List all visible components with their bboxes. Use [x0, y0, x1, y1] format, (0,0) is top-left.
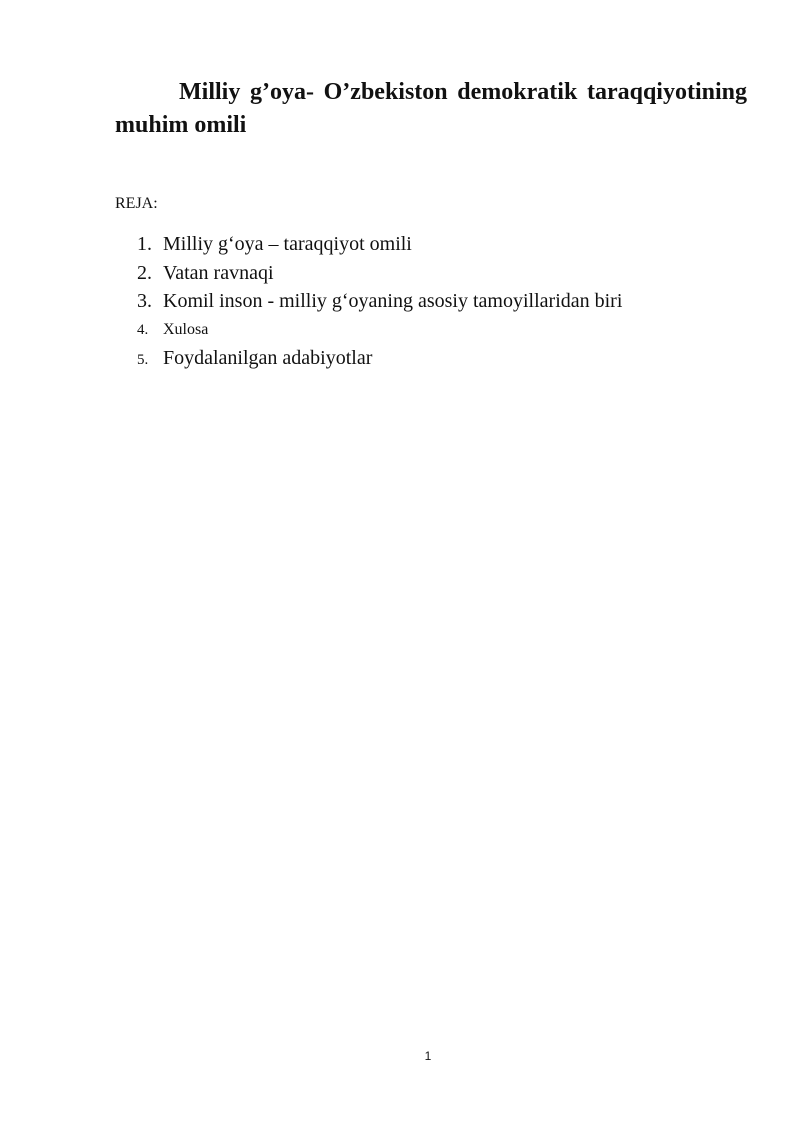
plan-item-text: Foydalanilgan adabiyotlar — [163, 346, 373, 369]
plan-item-4 — [137, 316, 622, 344]
plan-label: REJA: — [115, 195, 158, 212]
document-title: Milliy g’oya- O’zbekiston demokratik taraqqiyotining muhim omili — [115, 79, 747, 138]
plan-item-3 — [137, 287, 622, 316]
plan-list — [137, 230, 622, 374]
plan-item-number: 4. — [137, 321, 149, 338]
plan-item-1 — [137, 230, 622, 259]
plan-item-number: 1. — [137, 233, 152, 255]
page-number: 1 — [424, 1049, 432, 1063]
plan-item-text: Komil inson - milliy g‘oyaning asosiy tamoyillaridan biri — [163, 290, 623, 312]
plan-item-text: Xulosa — [163, 320, 209, 338]
plan-item-5 — [137, 344, 622, 374]
plan-item-2 — [137, 259, 622, 288]
plan-item-number: 2. — [137, 261, 152, 284]
plan-item-number: 5. — [137, 351, 149, 368]
plan-item-number: 3. — [137, 290, 152, 312]
plan-item-text: Milliy g‘oya – taraqqiyot omili — [163, 233, 412, 255]
plan-item-text: Vatan ravnaqi — [163, 261, 274, 284]
